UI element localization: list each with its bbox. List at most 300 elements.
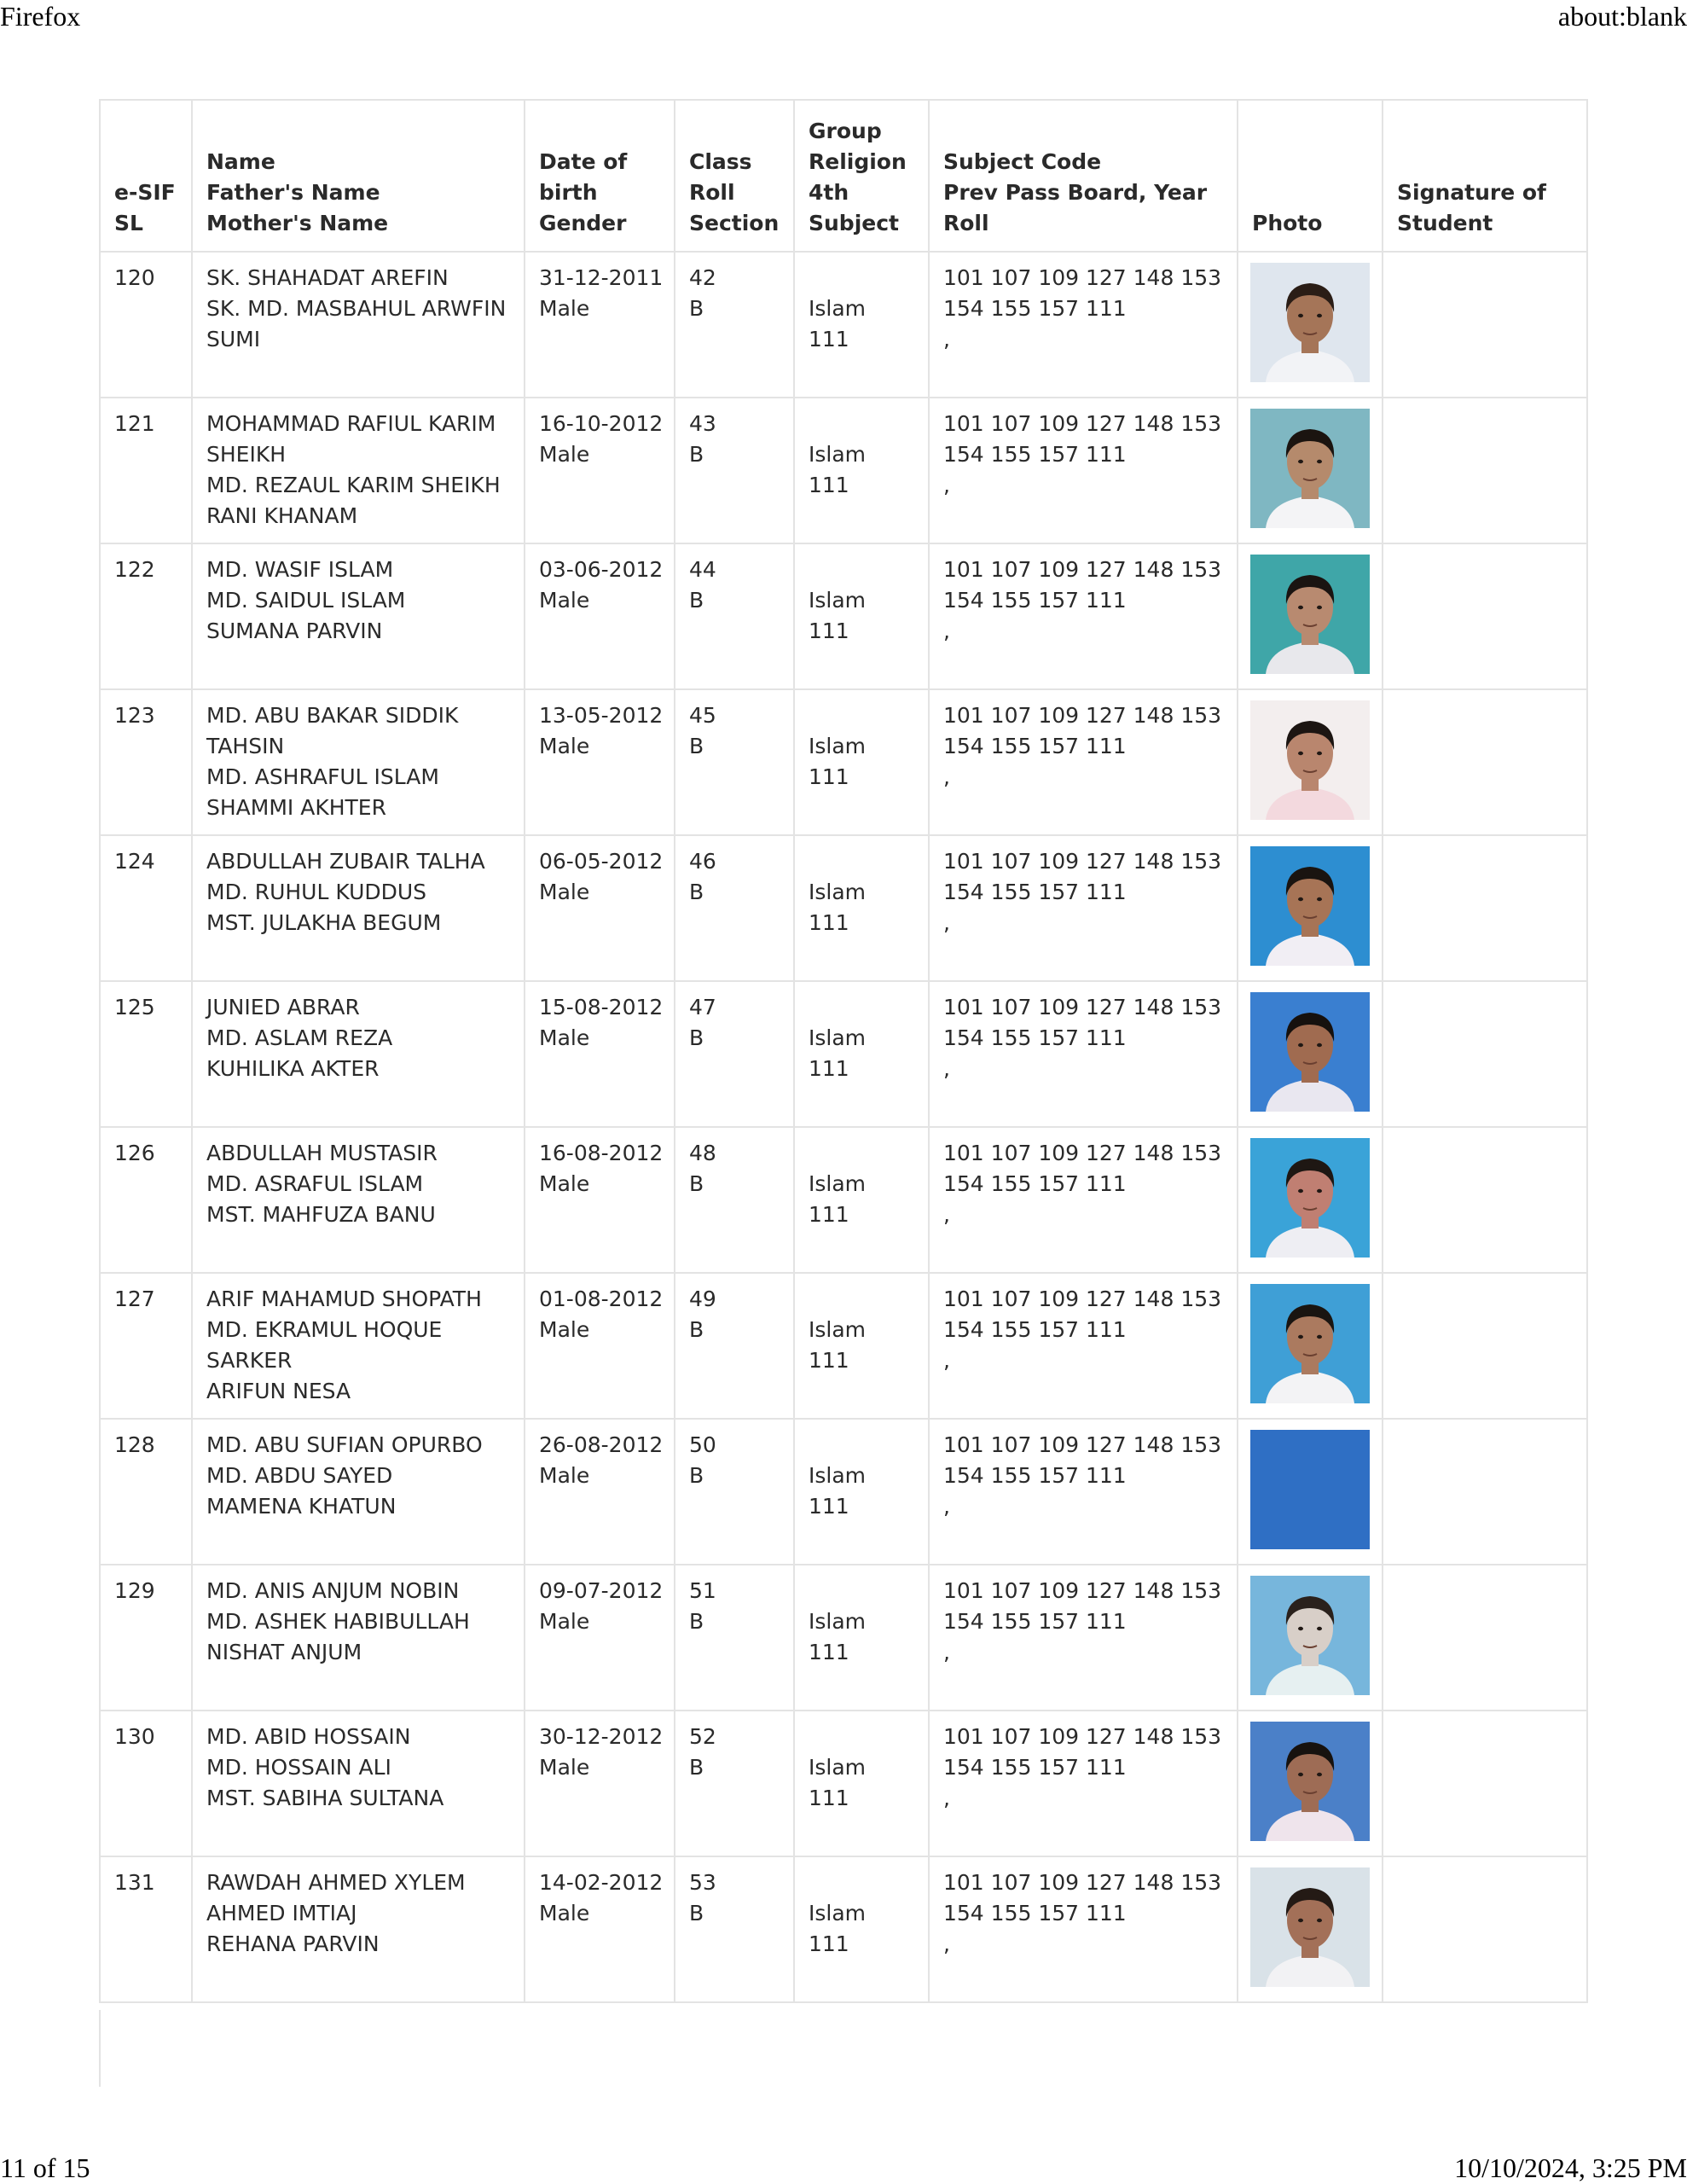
gender: Male bbox=[539, 1463, 590, 1488]
date-of-birth: 03-06-2012 bbox=[539, 557, 664, 582]
cell-subject bbox=[929, 835, 1238, 981]
sl-value: 128 bbox=[114, 1432, 155, 1457]
cell-photo bbox=[1238, 689, 1383, 835]
table-row bbox=[100, 543, 1587, 689]
fourth-subject: 111 bbox=[809, 619, 849, 643]
cell-photo bbox=[1238, 1127, 1383, 1273]
mother-name: REHANA PARVIN bbox=[206, 1931, 380, 1956]
cell-sl bbox=[100, 835, 192, 981]
student-photo bbox=[1250, 846, 1370, 966]
cell-class bbox=[675, 1273, 794, 1419]
subject-codes: 101 107 109 127 148 153 154 155 157 111 bbox=[943, 1578, 1222, 1634]
section: B bbox=[689, 1901, 704, 1926]
student-photo bbox=[1250, 263, 1370, 382]
prev-pass-board: , bbox=[943, 619, 950, 643]
student-portrait bbox=[1250, 1867, 1370, 1987]
cell-group bbox=[794, 1856, 929, 2002]
cell-name bbox=[192, 689, 525, 835]
group-empty bbox=[809, 846, 916, 877]
subject-codes: 101 107 109 127 148 153 154 155 157 111 bbox=[943, 557, 1222, 613]
date-of-birth: 16-08-2012 bbox=[539, 1141, 664, 1165]
prev-pass-board: , bbox=[943, 1931, 950, 1956]
fourth-subject: 111 bbox=[809, 473, 849, 497]
group-empty bbox=[809, 1867, 916, 1898]
fourth-subject: 111 bbox=[809, 1931, 849, 1956]
religion: Islam bbox=[809, 1463, 867, 1488]
student-photo bbox=[1250, 1284, 1370, 1403]
cell-photo bbox=[1238, 252, 1383, 398]
fourth-subject: 111 bbox=[809, 910, 849, 935]
student-photo bbox=[1250, 1722, 1370, 1841]
cell-dob bbox=[525, 689, 675, 835]
cell-subject bbox=[929, 1419, 1238, 1565]
header-row bbox=[100, 100, 1587, 252]
subject-codes: 101 107 109 127 148 153 154 155 157 111 bbox=[943, 849, 1222, 904]
cell-dob bbox=[525, 1565, 675, 1711]
group-empty bbox=[809, 1138, 916, 1169]
roll: 49 bbox=[689, 1287, 716, 1311]
father-name: MD. ASHEK HABIBULLAH bbox=[206, 1609, 470, 1634]
group-empty bbox=[809, 1284, 916, 1315]
student-name: MD. ABID HOSSAIN bbox=[206, 1724, 411, 1749]
cell-name bbox=[192, 252, 525, 398]
cell-dob bbox=[525, 1419, 675, 1565]
section: B bbox=[689, 442, 704, 467]
header-photo: Photo bbox=[1238, 100, 1383, 252]
group-empty bbox=[809, 1576, 916, 1606]
father-name: SK. MD. MASBAHUL ARWFIN bbox=[206, 296, 507, 321]
student-portrait bbox=[1250, 555, 1370, 674]
cell-dob bbox=[525, 835, 675, 981]
student-name: MD. ANIS ANJUM NOBIN bbox=[206, 1578, 460, 1603]
cell-photo bbox=[1238, 398, 1383, 543]
date-of-birth: 01-08-2012 bbox=[539, 1287, 664, 1311]
cell-sl bbox=[100, 1127, 192, 1273]
cell-subject bbox=[929, 398, 1238, 543]
student-photo bbox=[1250, 1430, 1370, 1549]
section: B bbox=[689, 1317, 704, 1342]
cell-subject bbox=[929, 1565, 1238, 1711]
section: B bbox=[689, 1463, 704, 1488]
group-empty bbox=[809, 555, 916, 585]
cell-subject bbox=[929, 689, 1238, 835]
table-row bbox=[100, 835, 1587, 981]
mother-name: MST. MAHFUZA BANU bbox=[206, 1202, 436, 1227]
sl-value: 123 bbox=[114, 703, 155, 728]
roll: 42 bbox=[689, 265, 716, 290]
father-name: MD. HOSSAIN ALI bbox=[206, 1755, 391, 1780]
father-name: MD. ASRAFUL ISLAM bbox=[206, 1171, 424, 1196]
cell-group bbox=[794, 1565, 929, 1711]
date-of-birth: 09-07-2012 bbox=[539, 1578, 664, 1603]
date-of-birth: 13-05-2012 bbox=[539, 703, 664, 728]
sl-value: 127 bbox=[114, 1287, 155, 1311]
cell-dob bbox=[525, 981, 675, 1127]
cell-group bbox=[794, 689, 929, 835]
section: B bbox=[689, 880, 704, 904]
page-number: 11 of 15 bbox=[0, 2152, 90, 2183]
student-portrait bbox=[1250, 700, 1370, 820]
prev-pass-board: , bbox=[943, 1786, 950, 1810]
cell-name bbox=[192, 1711, 525, 1856]
student-table bbox=[99, 99, 1588, 2003]
cell-class bbox=[675, 1565, 794, 1711]
father-name: MD. REZAUL KARIM SHEIKH bbox=[206, 473, 501, 497]
religion: Islam bbox=[809, 1609, 867, 1634]
cell-photo bbox=[1238, 835, 1383, 981]
prev-pass-board: , bbox=[943, 1202, 950, 1227]
header-class: Class Roll Section bbox=[675, 100, 794, 252]
gender: Male bbox=[539, 1171, 590, 1196]
cell-sl bbox=[100, 1419, 192, 1565]
prev-pass-board: , bbox=[943, 1494, 950, 1519]
gender: Male bbox=[539, 1025, 590, 1050]
header-group: Group Religion 4th Subject bbox=[794, 100, 929, 252]
fourth-subject: 111 bbox=[809, 764, 849, 789]
cell-group bbox=[794, 252, 929, 398]
cell-photo bbox=[1238, 981, 1383, 1127]
gender: Male bbox=[539, 1609, 590, 1634]
fourth-subject: 111 bbox=[809, 1202, 849, 1227]
cell-photo bbox=[1238, 1856, 1383, 2002]
subject-codes: 101 107 109 127 148 153 154 155 157 111 bbox=[943, 411, 1222, 467]
sl-value: 120 bbox=[114, 265, 155, 290]
subject-codes: 101 107 109 127 148 153 154 155 157 111 bbox=[943, 1141, 1222, 1196]
fourth-subject: 111 bbox=[809, 1786, 849, 1810]
religion: Islam bbox=[809, 880, 867, 904]
roll: 46 bbox=[689, 849, 716, 874]
roll: 45 bbox=[689, 703, 716, 728]
cell-sl bbox=[100, 1565, 192, 1711]
table-row bbox=[100, 1856, 1587, 2002]
cell-photo bbox=[1238, 1565, 1383, 1711]
religion: Islam bbox=[809, 1755, 867, 1780]
student-photo bbox=[1250, 1867, 1370, 1987]
religion: Islam bbox=[809, 1025, 867, 1050]
cell-class bbox=[675, 1419, 794, 1565]
student-name: MD. ABU SUFIAN OPURBO bbox=[206, 1432, 483, 1457]
religion: Islam bbox=[809, 1901, 867, 1926]
header-sl: e-SIF SL bbox=[100, 100, 192, 252]
table-row bbox=[100, 1419, 1587, 1565]
cell-group bbox=[794, 398, 929, 543]
section: B bbox=[689, 588, 704, 613]
header-dob: Date of birth Gender bbox=[525, 100, 675, 252]
sl-value: 124 bbox=[114, 849, 155, 874]
subject-codes: 101 107 109 127 148 153 154 155 157 111 bbox=[943, 1287, 1222, 1342]
cell-photo bbox=[1238, 1711, 1383, 1856]
cell-group bbox=[794, 1711, 929, 1856]
date-of-birth: 06-05-2012 bbox=[539, 849, 664, 874]
roll: 53 bbox=[689, 1870, 716, 1895]
section: B bbox=[689, 296, 704, 321]
group-empty bbox=[809, 1722, 916, 1752]
fourth-subject: 111 bbox=[809, 327, 849, 351]
cell-name bbox=[192, 1419, 525, 1565]
cell-signature bbox=[1383, 1565, 1587, 1711]
roll: 50 bbox=[689, 1432, 716, 1457]
roll: 47 bbox=[689, 995, 716, 1019]
student-name: ABDULLAH MUSTASIR bbox=[206, 1141, 438, 1165]
cell-signature bbox=[1383, 1711, 1587, 1856]
date-of-birth: 31-12-2011 bbox=[539, 265, 664, 290]
header-name: Name Father's Name Mother's Name bbox=[192, 100, 525, 252]
gender: Male bbox=[539, 734, 590, 758]
cell-subject bbox=[929, 1127, 1238, 1273]
cell-group bbox=[794, 1127, 929, 1273]
cell-class bbox=[675, 1856, 794, 2002]
group-empty bbox=[809, 409, 916, 439]
religion: Islam bbox=[809, 588, 867, 613]
student-portrait bbox=[1250, 846, 1370, 966]
father-name: AHMED IMTIAJ bbox=[206, 1901, 357, 1926]
cell-signature bbox=[1383, 981, 1587, 1127]
mother-name: MST. JULAKHA BEGUM bbox=[206, 910, 442, 935]
cell-name bbox=[192, 1127, 525, 1273]
fourth-subject: 111 bbox=[809, 1348, 849, 1373]
prev-pass-board: , bbox=[943, 473, 950, 497]
prev-pass-board: , bbox=[943, 910, 950, 935]
cell-photo bbox=[1238, 1419, 1383, 1565]
fourth-subject: 111 bbox=[809, 1640, 849, 1664]
student-portrait bbox=[1250, 992, 1370, 1112]
mother-name: SHAMMI AKHTER bbox=[206, 795, 386, 820]
sl-value: 121 bbox=[114, 411, 155, 436]
student-portrait bbox=[1250, 1722, 1370, 1841]
cell-group bbox=[794, 835, 929, 981]
cell-sl bbox=[100, 1273, 192, 1419]
header-signature: Signature of Student bbox=[1383, 100, 1587, 252]
date-of-birth: 30-12-2012 bbox=[539, 1724, 664, 1749]
cell-signature bbox=[1383, 1273, 1587, 1419]
subject-codes: 101 107 109 127 148 153 154 155 157 111 bbox=[943, 265, 1222, 321]
sl-value: 122 bbox=[114, 557, 155, 582]
subject-codes: 101 107 109 127 148 153 154 155 157 111 bbox=[943, 703, 1222, 758]
student-name: MOHAMMAD RAFIUL KARIM SHEIKH bbox=[206, 411, 496, 467]
student-photo bbox=[1250, 700, 1370, 820]
print-datetime: 10/10/2024, 3:25 PM bbox=[1454, 2152, 1687, 2183]
cell-subject bbox=[929, 543, 1238, 689]
group-empty bbox=[809, 1430, 916, 1461]
student-portrait bbox=[1250, 1576, 1370, 1695]
cell-name bbox=[192, 398, 525, 543]
prev-pass-board: , bbox=[943, 764, 950, 789]
gender: Male bbox=[539, 588, 590, 613]
religion: Islam bbox=[809, 1317, 867, 1342]
religion: Islam bbox=[809, 442, 867, 467]
cell-signature bbox=[1383, 1856, 1587, 2002]
page-url: about:blank bbox=[1557, 1, 1687, 32]
gender: Male bbox=[539, 296, 590, 321]
father-name: MD. SAIDUL ISLAM bbox=[206, 588, 406, 613]
section: B bbox=[689, 1171, 704, 1196]
roll: 52 bbox=[689, 1724, 716, 1749]
student-portrait bbox=[1250, 1138, 1370, 1258]
roll: 51 bbox=[689, 1578, 716, 1603]
student-name: ARIF MAHAMUD SHOPATH bbox=[206, 1287, 482, 1311]
student-name: ABDULLAH ZUBAIR TALHA bbox=[206, 849, 485, 874]
subject-codes: 101 107 109 127 148 153 154 155 157 111 bbox=[943, 995, 1222, 1050]
group-empty bbox=[809, 700, 916, 731]
mother-name: MAMENA KHATUN bbox=[206, 1494, 397, 1519]
section: B bbox=[689, 1755, 704, 1780]
cell-dob bbox=[525, 1273, 675, 1419]
father-name: MD. EKRAMUL HOQUE SARKER bbox=[206, 1317, 443, 1373]
fourth-subject: 111 bbox=[809, 1494, 849, 1519]
cell-sl bbox=[100, 1711, 192, 1856]
subject-codes: 101 107 109 127 148 153 154 155 157 111 bbox=[943, 1724, 1222, 1780]
cell-signature bbox=[1383, 835, 1587, 981]
student-portrait bbox=[1250, 263, 1370, 382]
cell-sl bbox=[100, 1856, 192, 2002]
cell-dob bbox=[525, 1127, 675, 1273]
cell-sl bbox=[100, 398, 192, 543]
date-of-birth: 15-08-2012 bbox=[539, 995, 664, 1019]
cell-class bbox=[675, 398, 794, 543]
roll: 43 bbox=[689, 411, 716, 436]
mother-name: SUMI bbox=[206, 327, 261, 351]
cell-dob bbox=[525, 252, 675, 398]
cell-sl bbox=[100, 689, 192, 835]
cell-signature bbox=[1383, 252, 1587, 398]
cell-subject bbox=[929, 1856, 1238, 2002]
cell-name bbox=[192, 1273, 525, 1419]
sl-value: 126 bbox=[114, 1141, 155, 1165]
cell-sl bbox=[100, 543, 192, 689]
cell-sl bbox=[100, 981, 192, 1127]
student-portrait bbox=[1250, 1430, 1370, 1549]
gender: Male bbox=[539, 1317, 590, 1342]
religion: Islam bbox=[809, 734, 867, 758]
student-name: RAWDAH AHMED XYLEM bbox=[206, 1870, 466, 1895]
browser-name: Firefox bbox=[0, 1, 81, 32]
mother-name: NISHAT ANJUM bbox=[206, 1640, 362, 1664]
student-photo bbox=[1250, 992, 1370, 1112]
sl-value: 125 bbox=[114, 995, 155, 1019]
cell-group bbox=[794, 543, 929, 689]
gender: Male bbox=[539, 880, 590, 904]
roll: 44 bbox=[689, 557, 716, 582]
student-photo bbox=[1250, 555, 1370, 674]
cell-dob bbox=[525, 1856, 675, 2002]
student-name: SK. SHAHADAT AREFIN bbox=[206, 265, 449, 290]
cell-signature bbox=[1383, 543, 1587, 689]
cell-group bbox=[794, 1419, 929, 1565]
student-name: MD. ABU BAKAR SIDDIK TAHSIN bbox=[206, 703, 459, 758]
mother-name: RANI KHANAM bbox=[206, 503, 358, 528]
gender: Male bbox=[539, 1755, 590, 1780]
gender: Male bbox=[539, 442, 590, 467]
cell-name bbox=[192, 1856, 525, 2002]
mother-name: SUMANA PARVIN bbox=[206, 619, 383, 643]
cell-dob bbox=[525, 1711, 675, 1856]
cell-class bbox=[675, 689, 794, 835]
prev-pass-board: , bbox=[943, 1056, 950, 1081]
subject-codes: 101 107 109 127 148 153 154 155 157 111 bbox=[943, 1432, 1222, 1488]
prev-pass-board: , bbox=[943, 1348, 950, 1373]
date-of-birth: 16-10-2012 bbox=[539, 411, 664, 436]
table-continuation-border bbox=[99, 2010, 101, 2087]
section: B bbox=[689, 734, 704, 758]
cell-class bbox=[675, 835, 794, 981]
cell-signature bbox=[1383, 689, 1587, 835]
roll: 48 bbox=[689, 1141, 716, 1165]
cell-subject bbox=[929, 1711, 1238, 1856]
table-row bbox=[100, 398, 1587, 543]
father-name: MD. ASHRAFUL ISLAM bbox=[206, 764, 439, 789]
date-of-birth: 14-02-2012 bbox=[539, 1870, 664, 1895]
cell-photo bbox=[1238, 1273, 1383, 1419]
student-photo bbox=[1250, 409, 1370, 528]
religion: Islam bbox=[809, 1171, 867, 1196]
prev-pass-board: , bbox=[943, 1640, 950, 1664]
student-portrait bbox=[1250, 1284, 1370, 1403]
cell-dob bbox=[525, 398, 675, 543]
father-name: MD. RUHUL KUDDUS bbox=[206, 880, 427, 904]
cell-photo bbox=[1238, 543, 1383, 689]
cell-signature bbox=[1383, 1419, 1587, 1565]
student-photo bbox=[1250, 1138, 1370, 1258]
cell-signature bbox=[1383, 1127, 1587, 1273]
cell-name bbox=[192, 835, 525, 981]
section: B bbox=[689, 1609, 704, 1634]
table-row bbox=[100, 1565, 1587, 1711]
cell-class bbox=[675, 1127, 794, 1273]
gender: Male bbox=[539, 1901, 590, 1926]
cell-subject bbox=[929, 981, 1238, 1127]
student-name: JUNIED ABRAR bbox=[206, 995, 360, 1019]
cell-subject bbox=[929, 1273, 1238, 1419]
cell-class bbox=[675, 543, 794, 689]
cell-class bbox=[675, 1711, 794, 1856]
table-row bbox=[100, 1273, 1587, 1419]
mother-name: ARIFUN NESA bbox=[206, 1379, 351, 1403]
header-subject: Subject Code Prev Pass Board, Year Roll bbox=[929, 100, 1238, 252]
cell-name bbox=[192, 1565, 525, 1711]
date-of-birth: 26-08-2012 bbox=[539, 1432, 664, 1457]
cell-class bbox=[675, 252, 794, 398]
cell-signature bbox=[1383, 398, 1587, 543]
student-name: MD. WASIF ISLAM bbox=[206, 557, 394, 582]
group-empty bbox=[809, 263, 916, 293]
mother-name: KUHILIKA AKTER bbox=[206, 1056, 380, 1081]
mother-name: MST. SABIHA SULTANA bbox=[206, 1786, 444, 1810]
table-row bbox=[100, 981, 1587, 1127]
subject-codes: 101 107 109 127 148 153 154 155 157 111 bbox=[943, 1870, 1222, 1926]
student-portrait bbox=[1250, 409, 1370, 528]
table-row bbox=[100, 689, 1587, 835]
cell-group bbox=[794, 981, 929, 1127]
cell-sl bbox=[100, 252, 192, 398]
cell-class bbox=[675, 981, 794, 1127]
religion: Islam bbox=[809, 296, 867, 321]
cell-subject bbox=[929, 252, 1238, 398]
sl-value: 129 bbox=[114, 1578, 155, 1603]
fourth-subject: 111 bbox=[809, 1056, 849, 1081]
father-name: MD. ABDU SAYED bbox=[206, 1463, 393, 1488]
sl-value: 131 bbox=[114, 1870, 155, 1895]
cell-name bbox=[192, 981, 525, 1127]
cell-name bbox=[192, 543, 525, 689]
table-row bbox=[100, 252, 1587, 398]
student-photo bbox=[1250, 1576, 1370, 1695]
table-body bbox=[100, 252, 1587, 2002]
group-empty bbox=[809, 992, 916, 1023]
table-row bbox=[100, 1127, 1587, 1273]
father-name: MD. ASLAM REZA bbox=[206, 1025, 393, 1050]
cell-dob bbox=[525, 543, 675, 689]
table-row bbox=[100, 1711, 1587, 1856]
